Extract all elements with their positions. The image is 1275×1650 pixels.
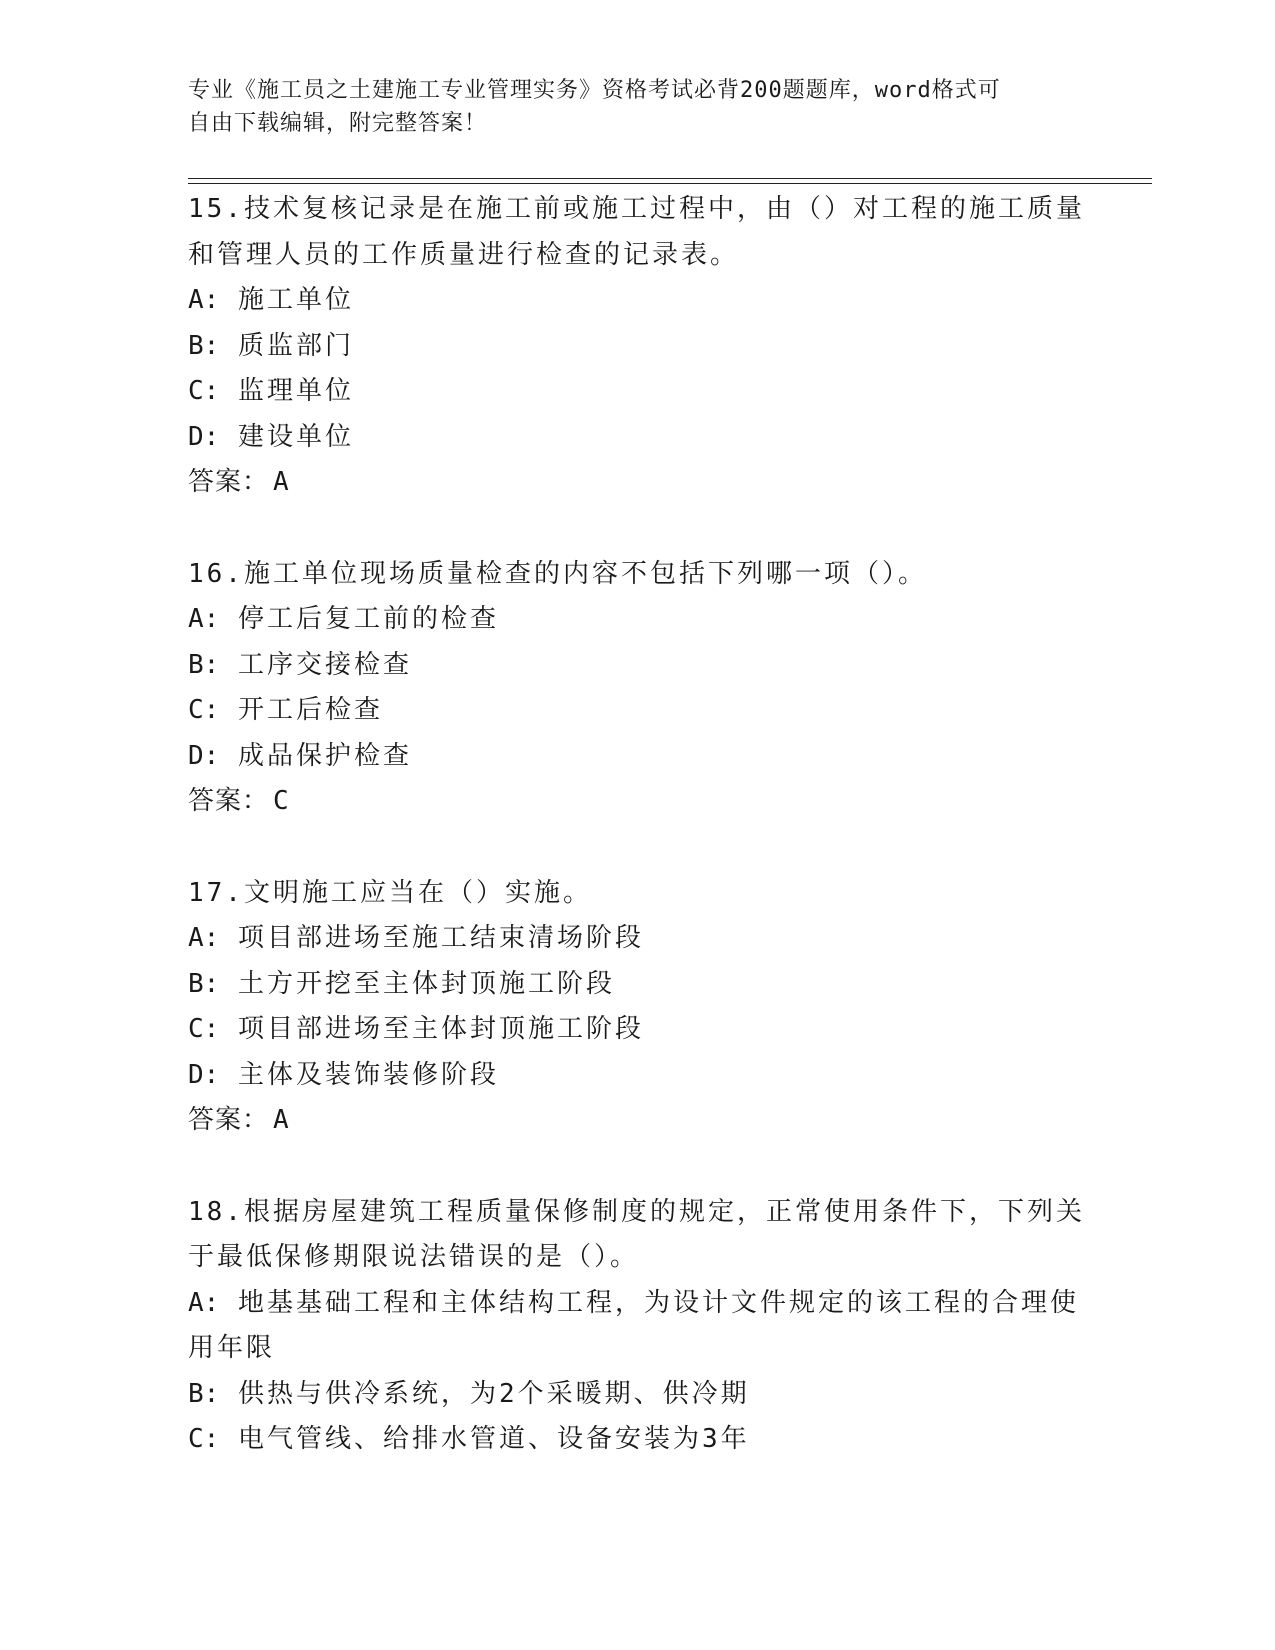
option-b <box>188 643 1088 689</box>
option-letter: A: <box>188 604 220 634</box>
stem-line: 于最低保修期限说法错误的是（）。 <box>188 1242 640 1272</box>
option-b <box>188 962 1088 1008</box>
answer-value: A <box>273 1105 290 1135</box>
option-c <box>188 688 1088 734</box>
header-line-1: 专业《施工员之土建施工专业管理实务》资格考试必背200题题库，word格式可 <box>188 78 1001 103</box>
option-c <box>188 369 1088 415</box>
option-letter: B: <box>188 1378 220 1409</box>
option-letter: C: <box>188 695 220 725</box>
option-letter: B: <box>188 330 220 361</box>
option-text: 土方开挖至主体封顶施工阶段 <box>237 968 615 999</box>
answer-line <box>188 1098 1088 1144</box>
answer-line <box>188 779 1088 825</box>
stem-line: 15.技术复核记录是在施工前或施工过程中，由（）对工程的施工质量 <box>188 194 1085 224</box>
question-stem <box>188 1190 1088 1281</box>
question-16 <box>188 552 1088 825</box>
option-letter: B: <box>188 968 220 999</box>
option-letter: D: <box>188 1059 220 1090</box>
option-c <box>188 1417 1088 1463</box>
option-text: 成品保护检查 <box>237 740 412 771</box>
option-letter: A: <box>188 1287 220 1318</box>
option-text: 电气管线、给排水管道、设备安装为3年 <box>237 1424 750 1454</box>
option-text: 施工单位 <box>237 285 354 315</box>
question-15 <box>188 187 1088 506</box>
option-a <box>188 916 1088 962</box>
stem-line: 和管理人员的工作质量进行检查的记录表。 <box>188 239 740 270</box>
option-a-continuation: 用年限 <box>188 1333 276 1363</box>
answer-line <box>188 460 1088 506</box>
answer-value: A <box>273 467 290 497</box>
option-text: 主体及装饰装修阶段 <box>237 1059 499 1090</box>
option-c <box>188 1007 1088 1053</box>
option-text: 建设单位 <box>237 421 354 452</box>
question-18 <box>188 1190 1088 1463</box>
option-a <box>188 597 1088 643</box>
option-b <box>188 1372 1088 1418</box>
option-letter: C: <box>188 376 220 406</box>
option-letter: C: <box>188 1424 220 1454</box>
option-b <box>188 324 1088 370</box>
option-text: 供热与供冷系统，为2个采暖期、供冷期 <box>237 1378 750 1409</box>
stem-line: 16.施工单位现场质量检查的内容不包括下列哪一项（）。 <box>188 558 927 589</box>
answer-value: C <box>273 786 290 816</box>
option-text: 工序交接检查 <box>237 649 412 680</box>
option-text: 开工后检查 <box>237 695 383 725</box>
option-d <box>188 415 1088 461</box>
option-letter: B: <box>188 649 220 680</box>
answer-label: 答案： <box>188 1105 270 1135</box>
document-header <box>188 74 1068 140</box>
question-17 <box>188 871 1088 1144</box>
stem-line: 17.文明施工应当在（）实施。 <box>188 877 592 908</box>
option-text: 地基基础工程和主体结构工程，为设计文件规定的该工程的合理使 <box>237 1287 1079 1318</box>
option-text: 停工后复工前的检查 <box>237 604 499 634</box>
header-line-2: 自由下载编辑，附完整答案！ <box>188 111 488 136</box>
option-text: 监理单位 <box>237 376 354 406</box>
option-letter: A: <box>188 923 220 953</box>
question-list <box>188 187 1088 1463</box>
header-divider-bottom <box>188 183 1152 184</box>
answer-label: 答案： <box>188 467 270 497</box>
header-divider-top <box>188 178 1152 179</box>
option-text: 项目部进场至主体封顶施工阶段 <box>237 1014 644 1044</box>
option-d <box>188 734 1088 780</box>
stem-line: 18.根据房屋建筑工程质量保修制度的规定，正常使用条件下，下列关 <box>188 1196 1085 1227</box>
option-text: 项目部进场至施工结束清场阶段 <box>237 923 644 953</box>
option-text: 质监部门 <box>237 330 354 361</box>
option-letter: C: <box>188 1014 220 1044</box>
option-a <box>188 278 1088 324</box>
question-stem <box>188 552 1088 598</box>
option-d <box>188 1053 1088 1099</box>
option-letter: A: <box>188 285 220 315</box>
option-letter: D: <box>188 740 220 771</box>
answer-label: 答案： <box>188 786 270 816</box>
option-a <box>188 1281 1088 1327</box>
question-stem <box>188 187 1088 278</box>
question-stem <box>188 871 1088 917</box>
option-letter: D: <box>188 421 220 452</box>
